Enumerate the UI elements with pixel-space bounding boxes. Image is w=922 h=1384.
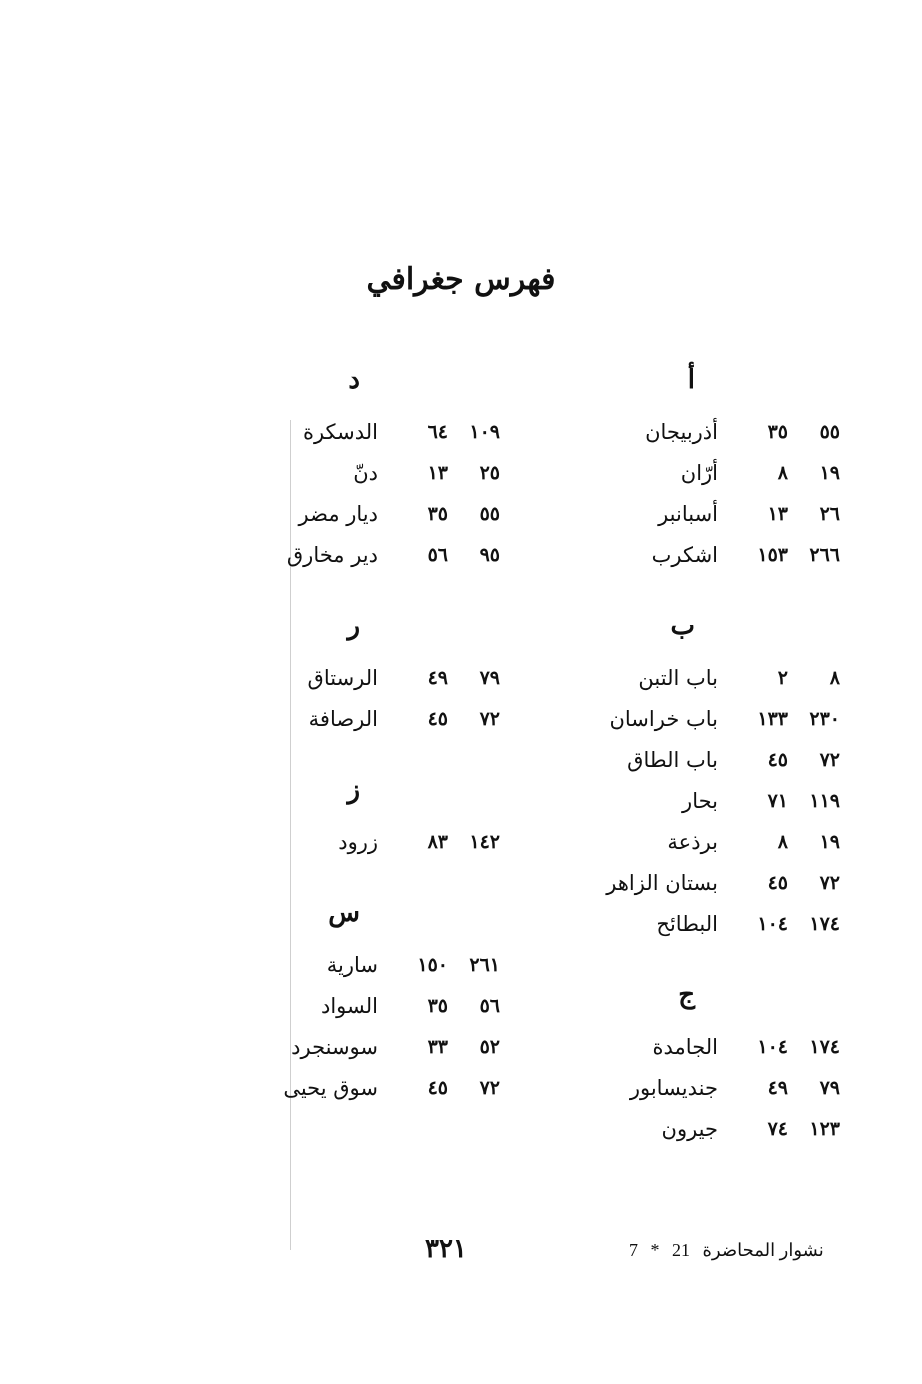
section-letter: ب (670, 611, 695, 641)
place-name: ديار مضر (298, 502, 378, 526)
place-name: دير مخارق (286, 543, 378, 567)
page-ref-primary: ١٧٤ (809, 1036, 840, 1058)
index-section (200, 893, 500, 1109)
book-title: نشوار المحاضرة (702, 1240, 824, 1260)
page-ref-primary: ١٧٤ (809, 913, 840, 935)
index-column-left (200, 360, 500, 1139)
page-ref-primary: ٧٢ (819, 749, 840, 771)
page-ref-primary: ٢٦٦ (809, 544, 840, 566)
place-name: سوق يحيى (283, 1076, 378, 1100)
page-ref-secondary: ٨ (777, 831, 788, 853)
place-name: برذعة (667, 830, 718, 854)
index-entry (540, 699, 840, 740)
page-ref-primary: ١٢٣ (809, 1118, 840, 1140)
index-entry (540, 863, 840, 904)
page-ref-secondary: ١٣ (427, 462, 448, 484)
page-ref-secondary: ٦٤ (427, 421, 448, 443)
section-letter: ز (347, 775, 360, 805)
place-name: زرود (338, 830, 378, 854)
index-entry (200, 535, 500, 576)
page-ref-secondary: ٤٥ (767, 872, 788, 894)
index-column-right (540, 360, 840, 1180)
signature-sub: 7 (629, 1240, 638, 1260)
page-ref-primary: ٥٥ (479, 503, 500, 525)
index-section (200, 770, 500, 863)
index-section (200, 360, 500, 576)
section-letter: د (348, 365, 360, 395)
page-number: ٣٢١ (425, 1234, 467, 1264)
section-letter: ج (678, 980, 695, 1010)
page-ref-secondary: ٤٩ (427, 667, 448, 689)
place-name: الرصافة (308, 707, 378, 731)
section-letter: س (328, 898, 360, 928)
page-ref-secondary: ١٠٤ (757, 913, 788, 935)
place-name: الرستاق (307, 666, 378, 690)
page-ref-primary: ٧٢ (479, 1077, 500, 1099)
section-letter: أ (687, 365, 695, 395)
index-entry (200, 1027, 500, 1068)
signature-line (625, 1240, 828, 1261)
place-name: باب الطاق (627, 748, 718, 772)
page-title: فهرس جغرافي (366, 262, 556, 297)
index-entry (540, 904, 840, 945)
page-ref-secondary: ٤٥ (427, 1077, 448, 1099)
index-entry (540, 494, 840, 535)
index-entry (540, 1068, 840, 1109)
page-ref-primary: ٥٥ (819, 421, 840, 443)
index-section (540, 606, 840, 945)
index-entry (540, 781, 840, 822)
place-name: بحار (682, 789, 718, 813)
place-name: الجامدة (652, 1035, 718, 1059)
index-entry (540, 740, 840, 781)
page-ref-secondary: ٤٥ (767, 749, 788, 771)
page-ref-secondary: ٧٤ (767, 1118, 788, 1140)
index-entry (540, 412, 840, 453)
page-ref-secondary: ١٥٣ (757, 544, 788, 566)
page-ref-primary: ٢٥ (479, 462, 500, 484)
page-ref-secondary: ١٣٣ (757, 708, 788, 730)
page-ref-secondary: ٤٥ (427, 708, 448, 730)
page-ref-secondary: ١٠٤ (757, 1036, 788, 1058)
page-ref-secondary: ٤٩ (767, 1077, 788, 1099)
page-ref-secondary: ٥٦ (427, 544, 448, 566)
index-entry (200, 412, 500, 453)
place-name: أرّان (680, 461, 718, 485)
place-name: أذربيجان (645, 420, 718, 444)
page-ref-primary: ٧٩ (819, 1077, 840, 1099)
page-footer (0, 1232, 922, 1272)
page-ref-primary: ٧٢ (819, 872, 840, 894)
place-name: السواد (320, 994, 378, 1018)
page-ref-primary: ٢٦ (819, 503, 840, 525)
index-entry (200, 494, 500, 535)
index-entry (200, 986, 500, 1027)
page-ref-secondary: ١٣ (767, 503, 788, 525)
index-section (540, 975, 840, 1150)
page-ref-secondary: ٣٥ (427, 503, 448, 525)
page-ref-secondary: ٣٥ (427, 995, 448, 1017)
page-ref-primary: ٧٩ (479, 667, 500, 689)
place-name: بستان الزاهر (606, 871, 718, 895)
index-entry (540, 535, 840, 576)
page-ref-primary: ٥٢ (479, 1036, 500, 1058)
page-ref-primary: ٨ (829, 667, 840, 689)
page-ref-secondary: ٨٣ (427, 831, 448, 853)
page-ref-secondary: ٢ (777, 667, 788, 689)
place-name: باب التبن (638, 666, 718, 690)
page-ref-secondary: ٣٥ (767, 421, 788, 443)
index-entry (200, 1068, 500, 1109)
place-name: أسبانبر (658, 502, 718, 526)
index-entry (200, 453, 500, 494)
index-entry (540, 453, 840, 494)
place-name: دنّ (353, 461, 378, 485)
page-ref-primary: ٢٦١ (469, 954, 500, 976)
page-ref-secondary: ٣٣ (427, 1036, 448, 1058)
index-section (540, 360, 840, 576)
index-entry (200, 945, 500, 986)
page-ref-primary: ١٩ (819, 831, 840, 853)
index-entry (200, 822, 500, 863)
page-ref-primary: ٢٣٠ (809, 708, 840, 730)
page-ref-secondary: ١٥٠ (417, 954, 448, 976)
page-ref-primary: ١٠٩ (469, 421, 500, 443)
page-ref-primary: ١٤٢ (469, 831, 500, 853)
place-name: اشكرب (651, 543, 718, 567)
page-ref-primary: ١١٩ (809, 790, 840, 812)
index-entry (540, 1027, 840, 1068)
index-entry (200, 658, 500, 699)
index-entry (540, 822, 840, 863)
section-letter: ر (347, 611, 360, 641)
page-ref-secondary: ٨ (777, 462, 788, 484)
place-name: سارية (326, 953, 378, 977)
page-ref-primary: ٩٥ (479, 544, 500, 566)
place-name: سوسنجرد (291, 1035, 378, 1059)
signature-star: * (650, 1240, 660, 1260)
page-ref-secondary: ٧١ (767, 790, 788, 812)
index-entry (540, 658, 840, 699)
page-ref-primary: ٥٦ (479, 995, 500, 1017)
place-name: جنديسابور (629, 1076, 718, 1100)
place-name: باب خراسان (609, 707, 718, 731)
page-ref-primary: ١٩ (819, 462, 840, 484)
place-name: الدسكرة (302, 420, 378, 444)
signature-number: 21 (672, 1240, 690, 1260)
page-ref-primary: ٧٢ (479, 708, 500, 730)
index-entry (540, 1109, 840, 1150)
place-name: جيرون (661, 1117, 718, 1141)
index-section (200, 606, 500, 740)
place-name: البطائح (656, 912, 718, 936)
index-entry (200, 699, 500, 740)
